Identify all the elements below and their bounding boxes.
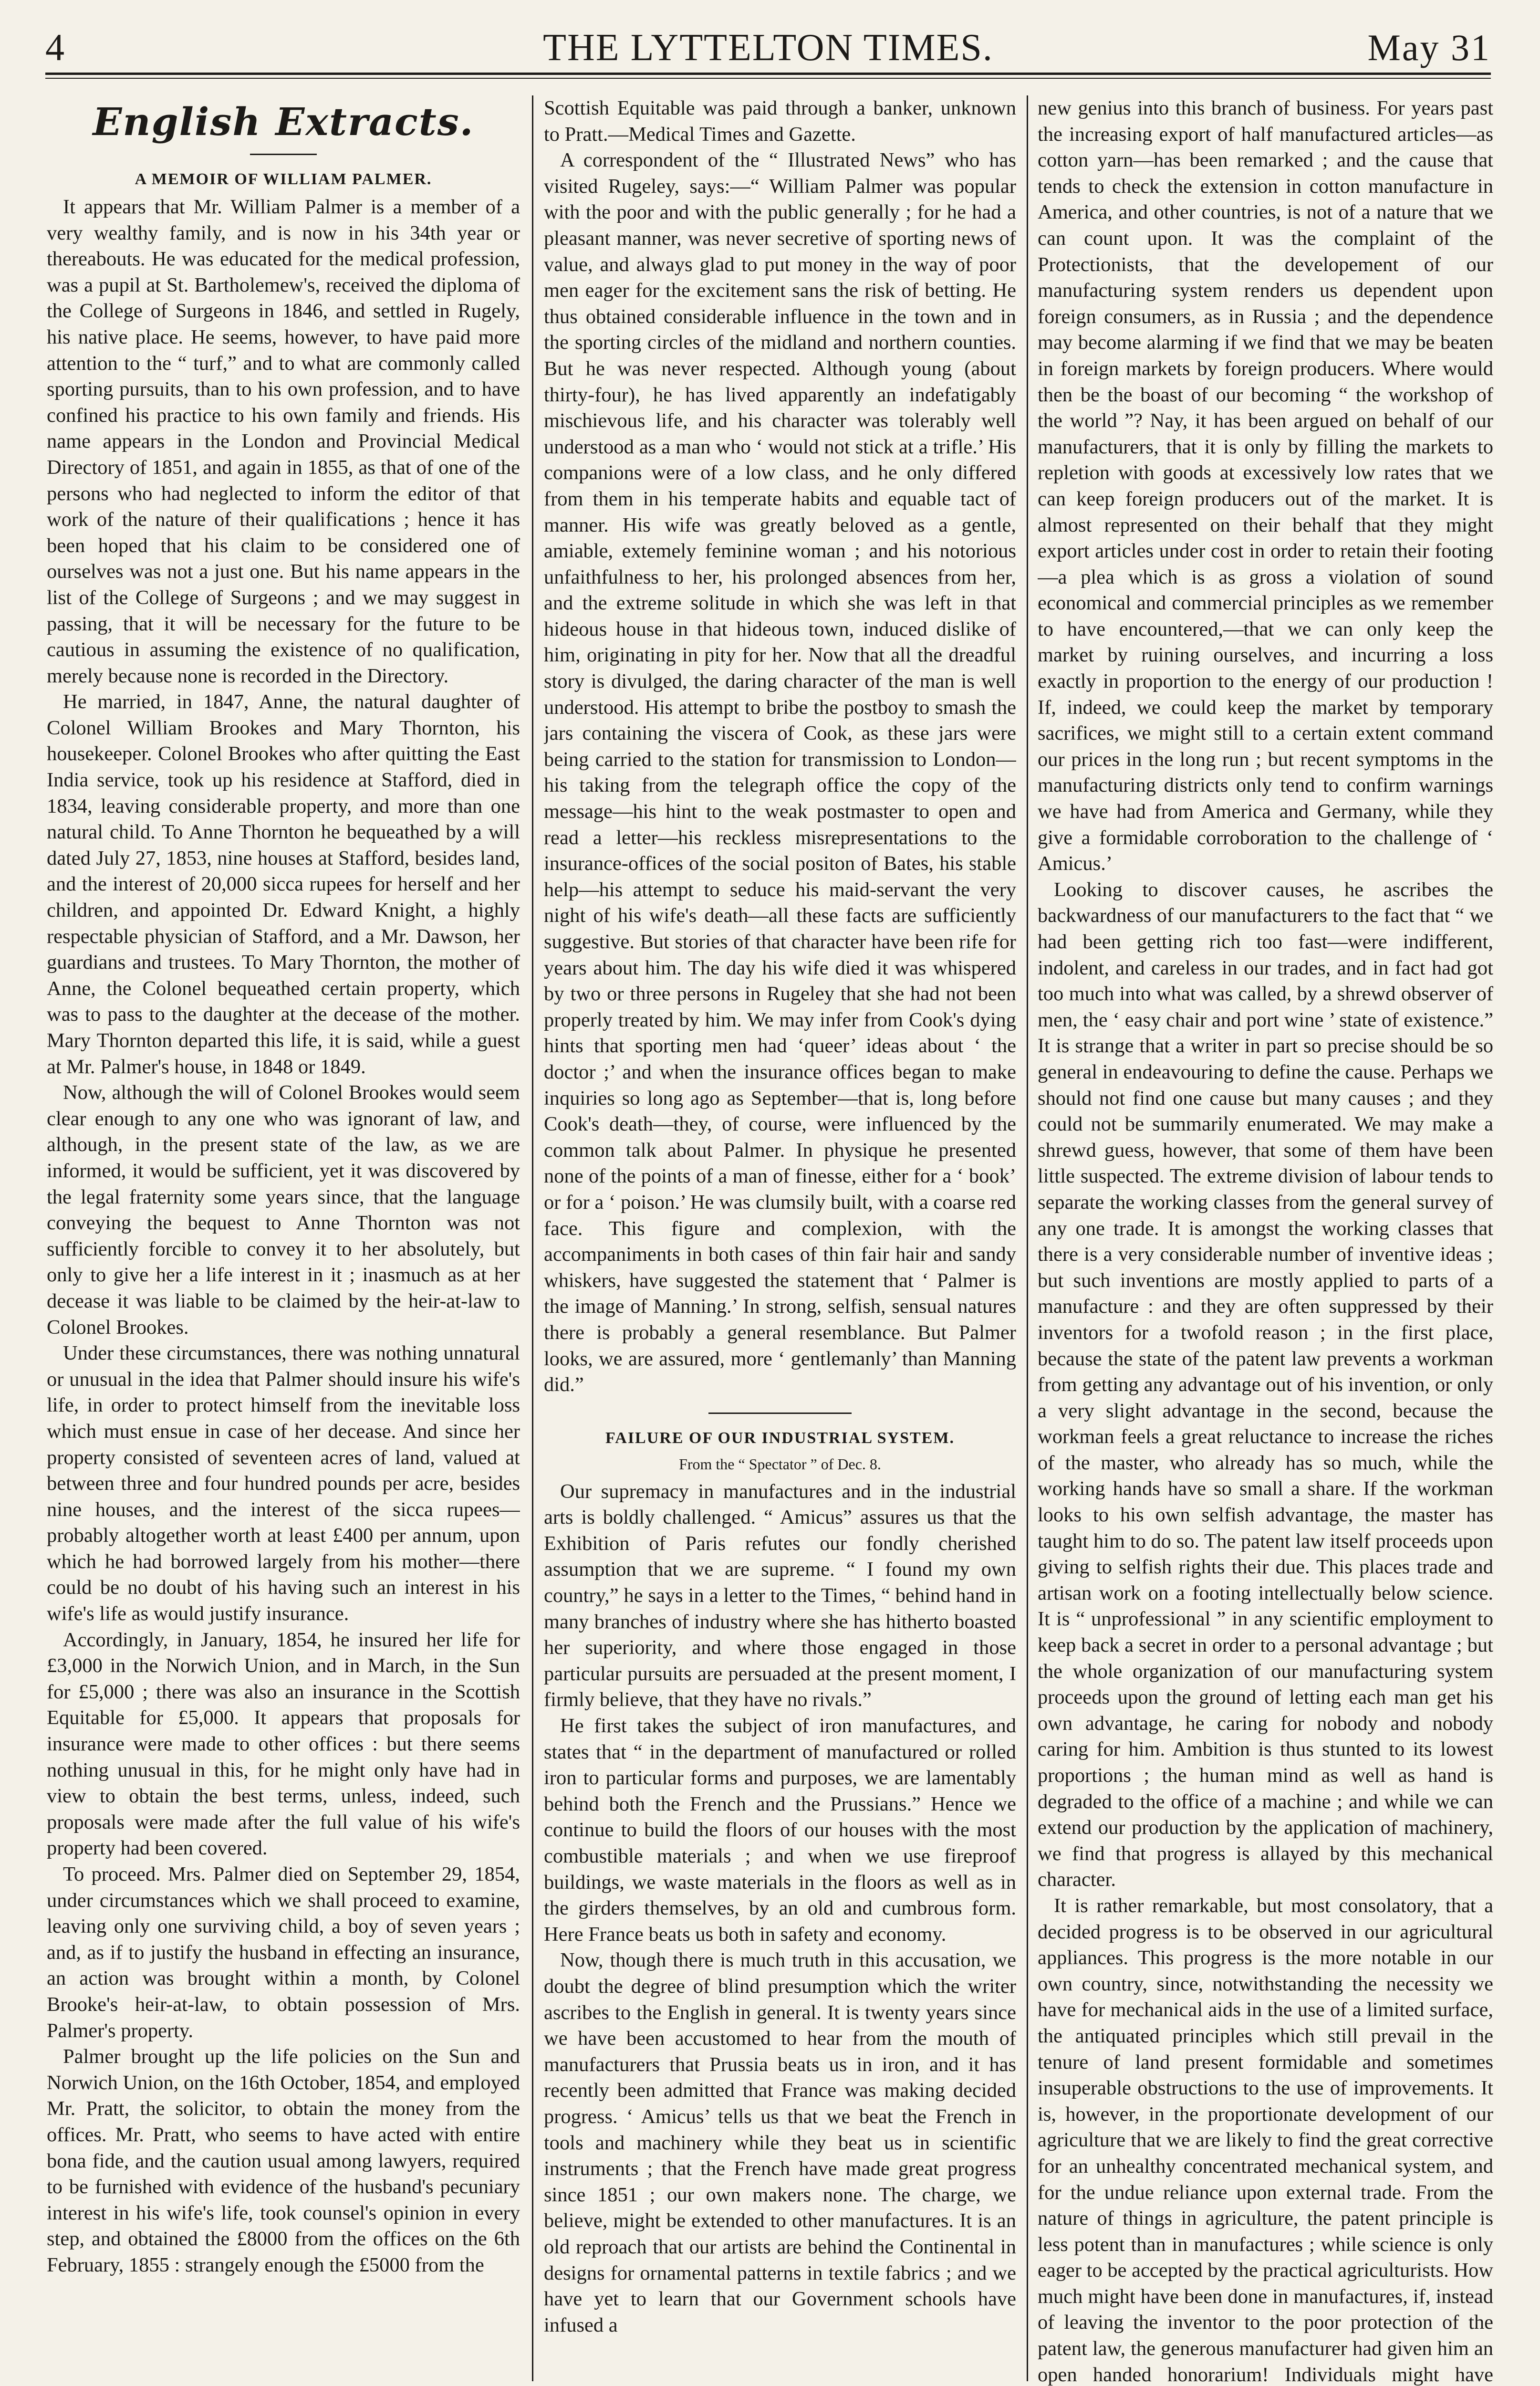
paragraph: Accordingly, in January, 1854, he insured her life for £3,000 in the Norwich Union, and in March, in the Sun for £5,000 ; there was also an insurance in the Scottish Equitable for £5,000. It appears that proposals for insurance were made to other offices : but there seems nothing unusual in this, for he might only have had in view to obtain the best terms, unless, indeed, such proposals were made after the full value of his wife's property had been covered. <box>47 1628 520 1860</box>
article-source: From the “ Spectator ” of Dec. 8. <box>679 1455 881 1473</box>
section-heading: English Extracts. <box>93 99 474 144</box>
column-rule <box>1027 95 1028 2381</box>
paragraph: Scottish Equitable was paid through a banker, unknown to Pratt.—Medical Times and Gazette. <box>544 97 1016 146</box>
column-3 <box>1038 95 1493 2386</box>
paragraph: Now, although the will of Colonel Brookes would seem clear enough to any one who was ignorant of law, and although, in the present state of the law, as we are informed, it would be sufficient, yet it was discovered by the legal fraternity some years since, that the language conveying the bequest to Anne Thornton was not sufficiently forcible to convey it to her absolutely, but only to give her a life interest in it ; inasmuch as at her decease it was liable to be claimed by the heir-at-law to Colonel Brookes. <box>47 1081 520 1339</box>
paragraph: It appears that Mr. William Palmer is a member of a very wealthy family, and is now in his 34th year or thereabouts. He was educated for the medical profession, was a pupil at St. Bartholemew's, received the diploma of the College of Surgeons in 1846, and settled in Rugely, his native place. He seems, however, to have paid more attention to the “ turf,” and to what are commonly called sporting pursuits, than to his own profession, and to have confined his practice to his own family and friends. His name appears in the London and Provincial Medical Directory of 1851, and again in 1855, as that of one of the persons who had neglected to inform the editor of that work of the nature of their qualifications ; hence it has been hoped that his claim to be considered one of ourselves was not a just one. But his name appears in the list of the College of Surgeons ; and we may suggest in passing, that it will be necessary for the future to be cautious in assuming the existence of no qualification, merely because none is recorded in the Directory. <box>47 196 520 687</box>
paragraph: Now, though there is much truth in this accusation, we doubt the degree of blind presumption which the writer ascribes to the English in general. It is twenty years since we have been accustomed to hear from the mouth of manufacturers that Prussia beats us in iron, and it has recently been admitted that France was making decided progress. ‘ Amicus’ tells us that we beat the French in tools and machinery while they beat us in scientific instruments ; that the French have made great progress since 1851 ; our own makers none. The charge, we believe, might be extended to other manufactures. It is an old reproach that our artists are behind the Continental in designs for ornamental patterns in textile fabrics ; and we have yet to learn that our Government schools have infused a <box>544 1949 1016 2336</box>
paragraph: Under these circumstances, there was nothing unnatural or unusual in the idea that Palmer should insure his wife's life, in order to protect himself from the inevitable loss which must ensue in case of her decease. And since her property consisted of seventeen acres of land, valued at between three and four hundred pounds per acre, besides nine houses, and the interest of the sicca rupees—probably altogether worth at least £400 per annum, upon which he had borrowed largely from his mother—there could be no doubt of his having such an interest in his wife's life as would justify insurance. <box>47 1342 520 1625</box>
article-divider <box>708 1413 852 1414</box>
paragraph: A correspondent of the “ Illustrated News” who has visited Rugeley, says:—“ William Palmer was popular with the poor and with the public generally ; for he had a pleasant manner, was never secretive of sporting news of value, and always glad to put money in the way of poor men eager for the excitement sans the risk of betting. He thus obtained considerable influence in the town and in the sporting circles of the midland and northern counties. But he was never respected. Although young (about thirty-four), he has lived apparently an indefatigably mischievous life, and his character was tolerably well understood as a man who ‘ would not stick at a trifle.’ His companions were of a low class, and he only differed from them in his temperate habits and equable tact of manner. His wife was greatly beloved as a gentle, amiable, extemely feminine woman ; and his notorious unfaithfulness to her, his prolonged absences from her, and the extreme solitude in which she was left in that hideous house in that hideous town, induced dislike of him, originating in pity for her. Now that all the dreadful story is divulged, the daring character of the man is well understood. His attempt to bribe the postboy to smash the jars containing the viscera of Cook, as these jars were being carried to the station for transmission to London—his taking from the telegraph office the copy of the message—his hint to the weak postmaster to open and read a letter—his reckless misrepresentations to the insurance-offices of the social positon of Bates, his stable help—his attempt to seduce his maid-servant the very night of his wife's death—all these facts are sufficiently suggestive. But stories of that character have been rife for years about him. The day his wife died it was whispered by two or three persons in Rugeley that she had not been properly treated by him. We may infer from Cook's dying hints that sporting men had ‘queer’ ideas about ‘ the doctor ;’ and when the insurance offices began to make inquiries so long ago as September—that is, long before Cook's death—they, of course, were influenced by the common talk about Palmer. In physique he presented none of the points of a man of finesse, either for a ‘ book’ or for a ‘ poison.’ He was clumsily built, with a coarse red face. This figure and complexion, with the accompaniments in both cases of thin fair hair and sandy whiskers, have suggested the statement that ‘ Palmer is the image of Manning.’ In strong, selfish, sensual natures there is probably a general resemblance. But Palmer looks, we are assured, more ‘ gentlemanly’ than Manning did.” <box>544 149 1016 1396</box>
article-title-palmer: A MEMOIR OF WILLIAM PALMER. <box>135 170 432 188</box>
issue-date: May 31 <box>1367 27 1491 68</box>
page-header <box>45 25 1491 71</box>
paragraph: Looking to discover causes, he ascribes the backwardness of our manufacturers to the fact that “ we had been getting rich too fast—were indifferent, indolent, and careless in our trades, and in fact had got too much into what was called, by a shrewd observer of men, the ‘ easy chair and port wine ’ state of existence.” It is strange that a writer in part so precise should be so general in endeavouring to define the cause. Perhaps we should not find one cause but many causes ; and they could not be summarily enumerated. We may make a shrewd guess, however, that some of them have been little suspected. The extreme division of labour tends to separate the working classes from the general survey of any one trade. It is amongst the working classes that there is a very considerable number of inventive ideas ; but such inventions are mostly applied to parts of a manufacture : and they are often suppressed by their inventors for a twofold reason ; in the first place, because the state of the patent law prevents a workman from getting any advantage out of his invention, or only a very slight advantage in the second, because the workman feels a great reluctance to increase the riches of the master, who already has so much, while the working hands have so small a share. If the workman looks to his own selfish advantage, the master has taught him to do so. The patent law itself proceeds upon giving to selfish rights their due. This places trade and artisan work on a footing intellectually below science. It is “ unprofessional ” in any scientific employment to keep back a secret in order to a personal advantage ; but the whole organization of our manufacturing system proceeds upon the ground of letting each man get his own advantage, he caring for nobody and nobody caring for him. Ambition is thus stunted to its lowest proportions ; the human mind as well as hand is degraded to the office of a machine ; and while we can extend our production by the application of machinery, we find that progress is allayed by this mechanical character. <box>1038 878 1493 1891</box>
article-title-industrial: FAILURE OF OUR INDUSTRIAL SYSTEM. <box>605 1429 955 1447</box>
paragraph: It is rather remarkable, but most consolatory, that a decided progress is to be observed in our agricultural appliances. This progress is the more notable in our own country, since, notwithstanding the necessity we have for mechanical aids in the use of a limited surface, the antiquated principles which still prevail in the tenure of land present formidable and sometimes insuperable obstructions to the use of improvements. It is, however, in the proportionate development of our agriculture that we are likely to find the great corrective for an unhealthy concentrated mechanical system, and for the undue reliance upon external trade. From the nature of things in agriculture, the patent principle is less potent than in manufactures ; while science is only eager to be accepted by the practical agriculturists. How much might have been done in manufactures, if, instead of leaving the inventor to the poor protection of the patent law, the generous manufacturer had given him an open handed honorarium! Individuals might have <box>1038 1894 1493 2386</box>
heading-rule <box>250 154 317 155</box>
paragraph: He married, in 1847, Anne, the natural daughter of Colonel William Brookes and Mary Thornton, his housekeeper. Colonel Brookes who after quitting the East India service, took up his residence at Stafford, died in 1834, leaving considerable property, and more than one natural child. To Anne Thornton he bequeathed by a will dated July 27, 1853, nine houses at Stafford, besides land, and the interest of 20,000 sicca rupees for herself and her children, and appointed Dr. Edward Knight, a highly respectable physician of Stafford, and a Mr. Dawson, her guardians and trustees. To Mary Thornton, the mother of Anne, the Colonel bequeathed certain property, which was to pass to the daughter at the decease of the mother. Mary Thornton departed this life, it is said, while a guest at Mr. Palmer's house, in 1848 or 1849. <box>47 691 520 1078</box>
paragraph: To proceed. Mrs. Palmer died on September 29, 1854, under circumstances which we shall proceed to examine, leaving only one surviving child, a boy of seven years ; and, as if to justify the husband in effecting an insurance, an action was brought within a month, by Colonel Brooke's heir-at-law, to obtain possession of Mrs. Palmer's property. <box>47 1863 520 2042</box>
column-1 <box>47 95 520 2386</box>
column-2 <box>544 95 1016 2386</box>
paragraph: Palmer brought up the life policies on the Sun and Norwich Union, on the 16th October, 1854, and employed Mr. Pratt, the solicitor, to obtain the money from the offices. Mr. Pratt, who seems to have acted with entire bona fide, and the caution usual among lawyers, required to be furnished with evidence of the husband's pecuniary interest in his wife's life, took counsel's opinion in every step, and obtained the £8000 from the offices on the 6th February, 1855 : strangely enough the £5000 from the <box>47 2045 520 2276</box>
paragraph: Our supremacy in manufactures and in the industrial arts is boldly challenged. “ Amicus” assures us that the Exhibition of Paris refutes our fondly cherished assumption that we are supreme. “ I found my own country,” he says in a letter to the Times, “ behind hand in many branches of industry where she has hitherto boasted her superiority, and where those engaged in those particular pursuits are persuaded at the present moment, I firmly believe, that they have no rivals.” <box>544 1480 1016 1711</box>
header-rule <box>45 73 1491 75</box>
paragraph: He first takes the subject of iron manufactures, and states that “ in the department of manufactured or rolled iron to particular forms and purposes, we are lamentably behind both the French and the Prussians.” Hence we continue to build the floors of our houses with the most combustible materials ; and when we use fireproof buildings, we waste materials in the floors as well as in the girders themselves, by an old and cumbrous form. Here France beats us both in safety and economy. <box>544 1715 1016 1946</box>
paragraph: new genius into this branch of business. For years past the increasing export of half manufactured articles—as cotton yarn—has been remarked ; and the cause that tends to check the extension in cotton manufacture in America, and other countries, is not of a nature that we can count upon. It was the complaint of the Protectionists, that the developement of our manufacturing system renders us dependent upon foreign consumers, as in Russia ; and the dependence may become alarming if we find that we may be beaten in foreign markets by foreign producers. Where would then be the boast of our becoming “ the workshop of the world ”? Nay, it has been argued on behalf of our manufacturers, that it is only by filling the markets to repletion with goods at excessively low rates that we can keep foreign producers out of the market. It is almost represented on their behalf that they might export articles under cost in order to retain their footing —a plea which is as gross a violation of sound economical and commercial principles as we remember to have encountered,—that we can only keep the market by ruining ourselves, and incurring a loss exactly in proportion to the energy of our production ! If, indeed, we could keep the market by temporary sacrifices, we might still to a certain extent command our prices in the long run ; but recent symptoms in the manufacturing districts only tend to confirm warnings we have had from America and Germany, while they give a formidable corroboration to the challenge of ‘ Amicus.’ <box>1038 97 1493 875</box>
header-rule-thin <box>45 78 1491 79</box>
masthead-title: THE LYTTELTON TIMES. <box>543 27 993 69</box>
column-rule <box>532 95 533 2381</box>
page-number: 4 <box>45 27 64 69</box>
